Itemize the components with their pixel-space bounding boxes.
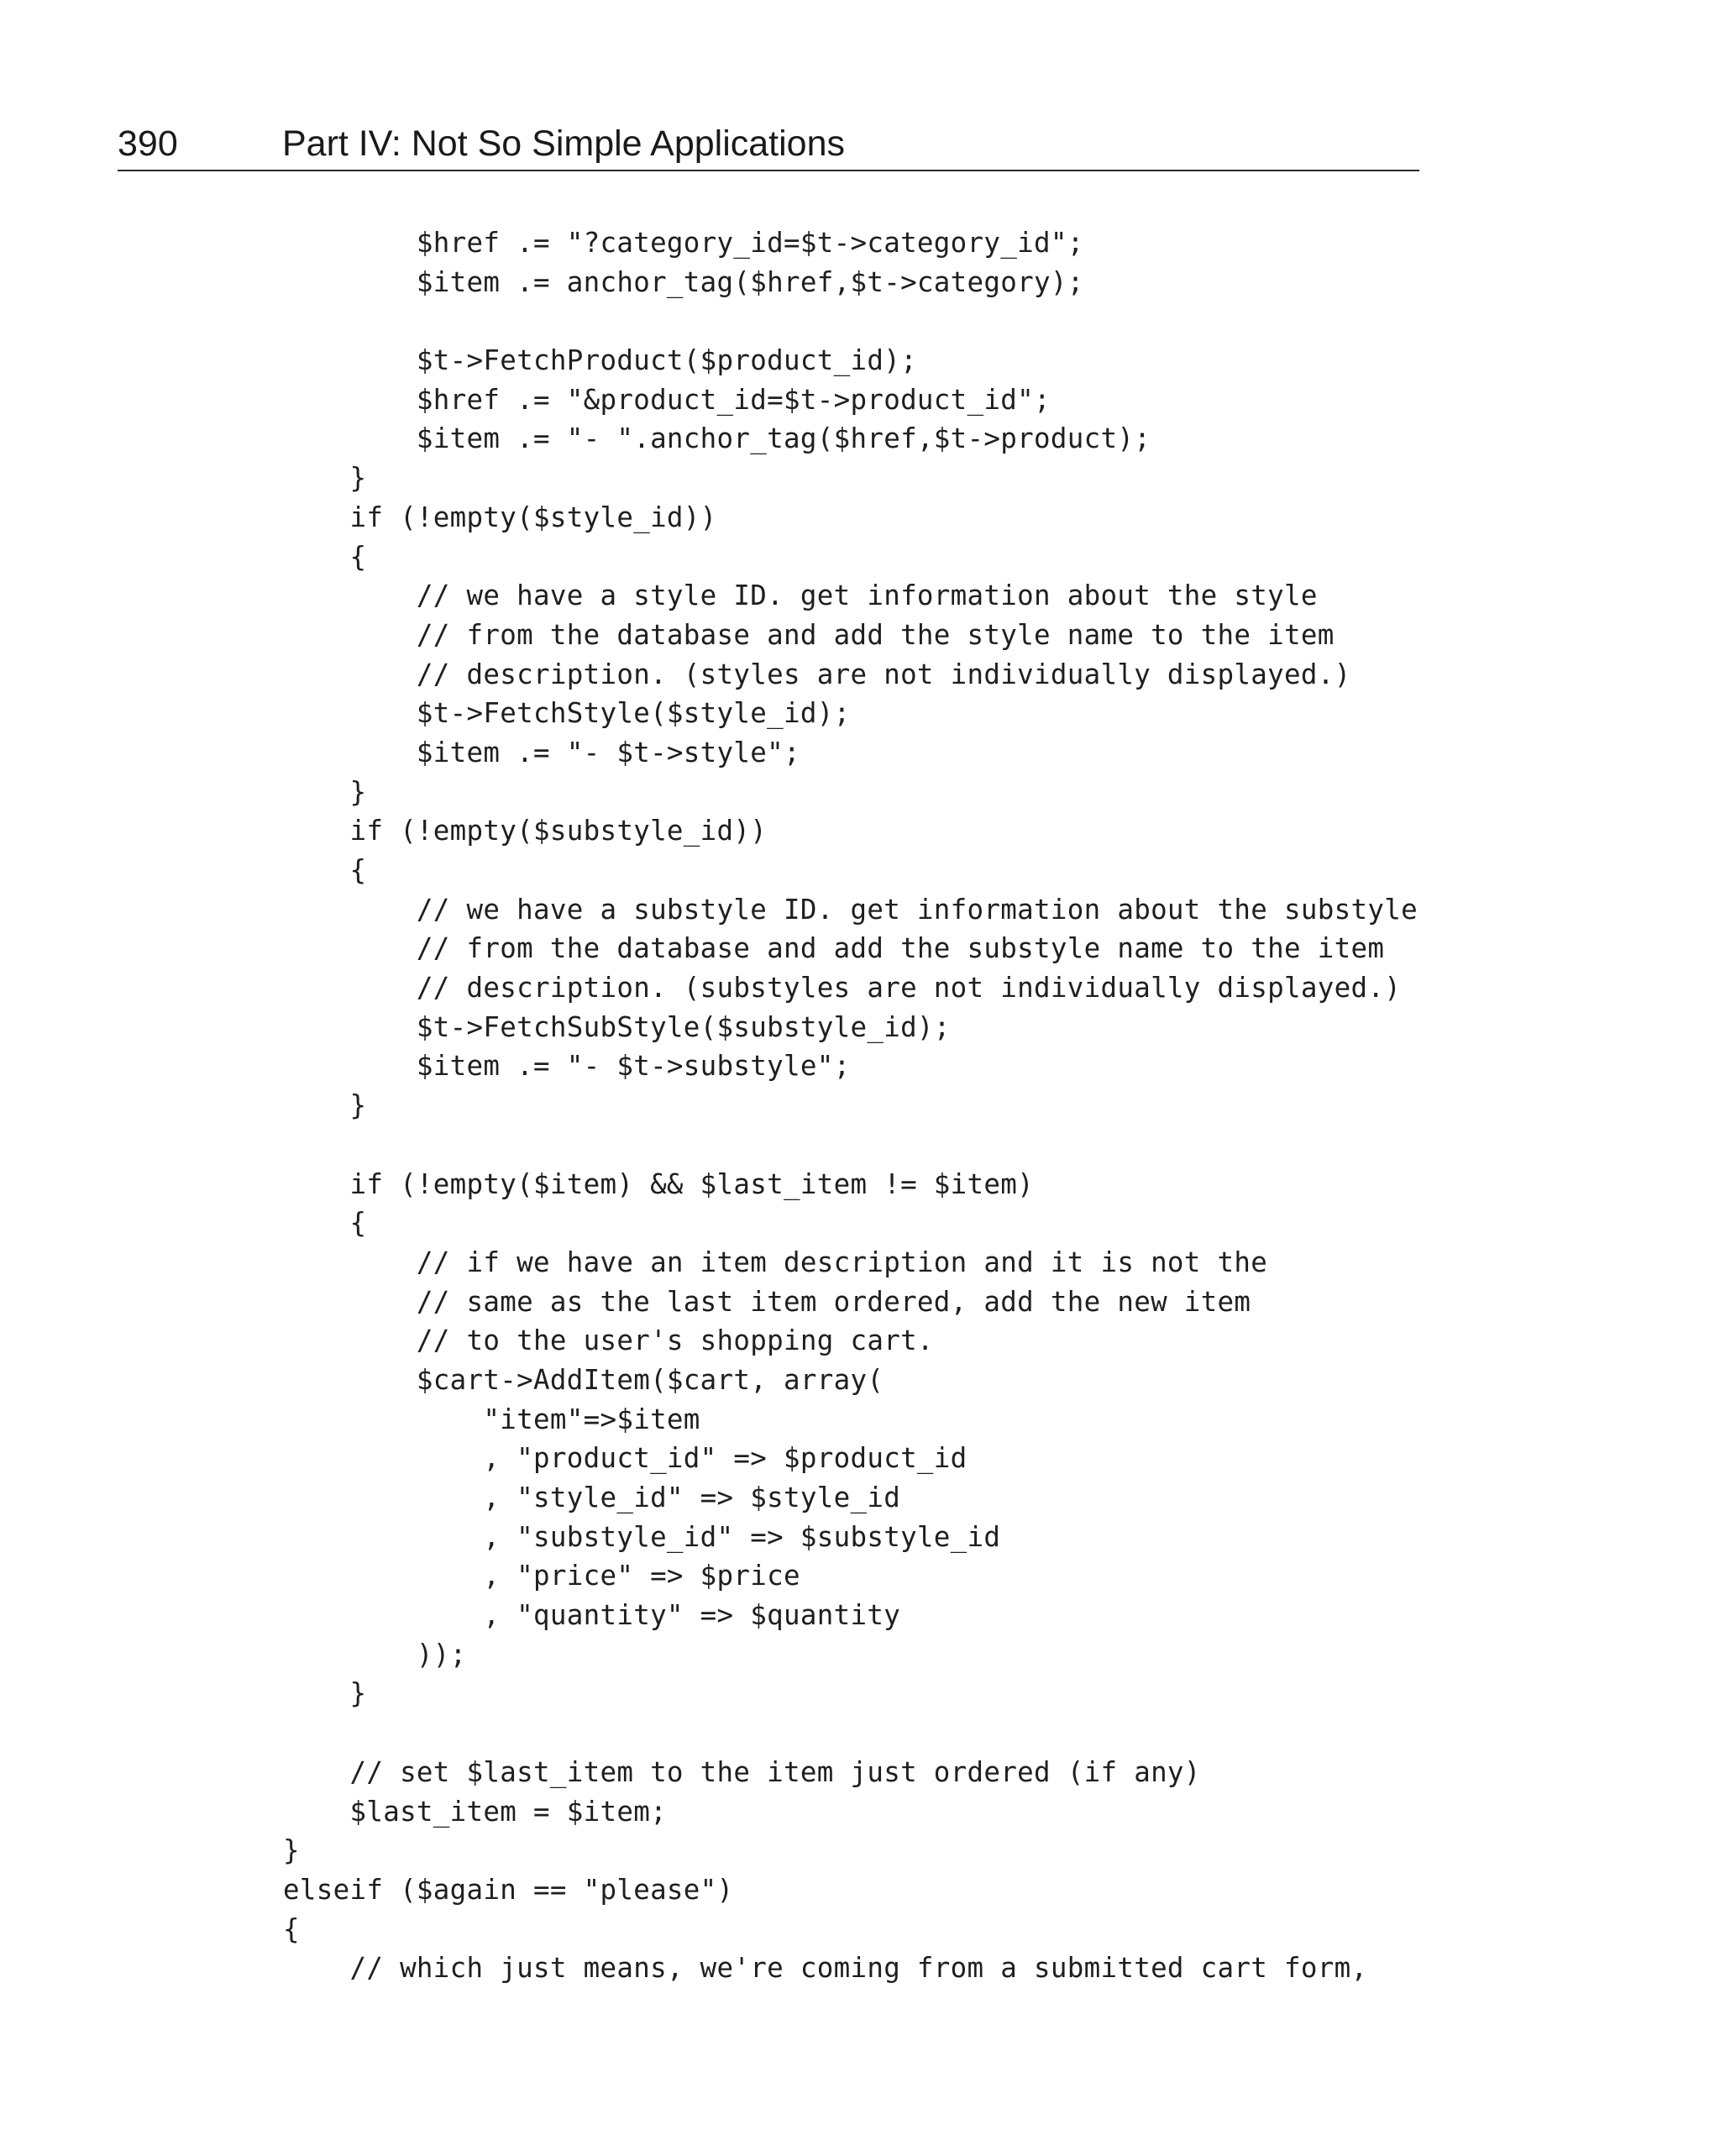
- code-line: $item .= "- ".anchor_tag($href,$t->product);: [283, 422, 1151, 455]
- code-line: }: [283, 1834, 300, 1867]
- code-line: "item"=>$item: [283, 1403, 700, 1435]
- code-line: elseif ($again == "please"): [283, 1873, 734, 1906]
- code-line: $t->FetchStyle($style_id);: [283, 697, 851, 730]
- code-line: {: [283, 540, 367, 573]
- code-line: // we have a substyle ID. get information about the substyle: [283, 893, 1418, 926]
- code-line: , "style_id" => $style_id: [283, 1482, 901, 1513]
- running-title: Part IV: Not So Simple Applications: [282, 123, 846, 164]
- code-line: if (!empty($item) && $last_item != $item): [283, 1167, 1034, 1200]
- code-line: , "quantity" => $quantity: [283, 1599, 901, 1632]
- code-line: {: [283, 1912, 300, 1945]
- code-line: {: [283, 1207, 367, 1240]
- code-line: // which just means, we're coming from a submitted cart form,: [283, 1952, 1368, 1985]
- code-line: // from the database and add the substyle name to the item: [283, 932, 1385, 965]
- code-line: // from the database and add the style name to the item: [283, 618, 1335, 651]
- code-line: $item .= "- $t->style";: [283, 736, 800, 769]
- code-line: $t->FetchSubStyle($substyle_id);: [283, 1010, 951, 1043]
- page-number: 390: [118, 123, 178, 164]
- code-line: }: [283, 1677, 367, 1710]
- code-line: if (!empty($style_id)): [283, 501, 717, 533]
- code-line: // if we have an item description and it is not the: [283, 1246, 1268, 1278]
- code-line: if (!empty($substyle_id)): [283, 815, 768, 847]
- code-line: // to the user's shopping cart.: [283, 1325, 934, 1357]
- code-line: ));: [283, 1638, 467, 1671]
- code-line: $last_item = $item;: [283, 1795, 667, 1828]
- code-line: [283, 1713, 1418, 1753]
- code-line: // description. (styles are not individually displayed.): [283, 658, 1351, 690]
- running-header: [118, 118, 1419, 171]
- code-line: , "product_id" => $product_id: [283, 1442, 968, 1475]
- code-line: // description. (substyles are not individually displayed.): [283, 972, 1402, 1005]
- code-line: }: [283, 1089, 367, 1122]
- code-line: // set $last_item to the item just ordered (if any): [283, 1755, 1201, 1788]
- code-line: , "substyle_id" => $substyle_id: [283, 1520, 1001, 1553]
- code-line: $href .= "?category_id=$t->category_id";: [283, 227, 1084, 259]
- code-line: {: [283, 854, 367, 886]
- code-line: }: [283, 462, 367, 495]
- code-line: $item .= "- $t->substyle";: [283, 1050, 851, 1083]
- code-line: }: [283, 775, 367, 808]
- code-line: $href .= "&product_id=$t->product_id";: [283, 383, 1051, 416]
- code-line: , "price" => $price: [283, 1560, 800, 1592]
- code-line: $cart->AddItem($cart, array(: [283, 1363, 884, 1396]
- code-line: // we have a style ID. get information about the style: [283, 580, 1318, 612]
- code-line: [283, 1125, 1418, 1165]
- code-line: $t->FetchProduct($product_id);: [283, 344, 917, 377]
- code-listing: [283, 223, 1418, 1988]
- code-line: // same as the last item ordered, add the new item: [283, 1285, 1251, 1318]
- code-line: [283, 302, 1418, 341]
- code-line: $item .= anchor_tag($href,$t->category);: [283, 265, 1084, 298]
